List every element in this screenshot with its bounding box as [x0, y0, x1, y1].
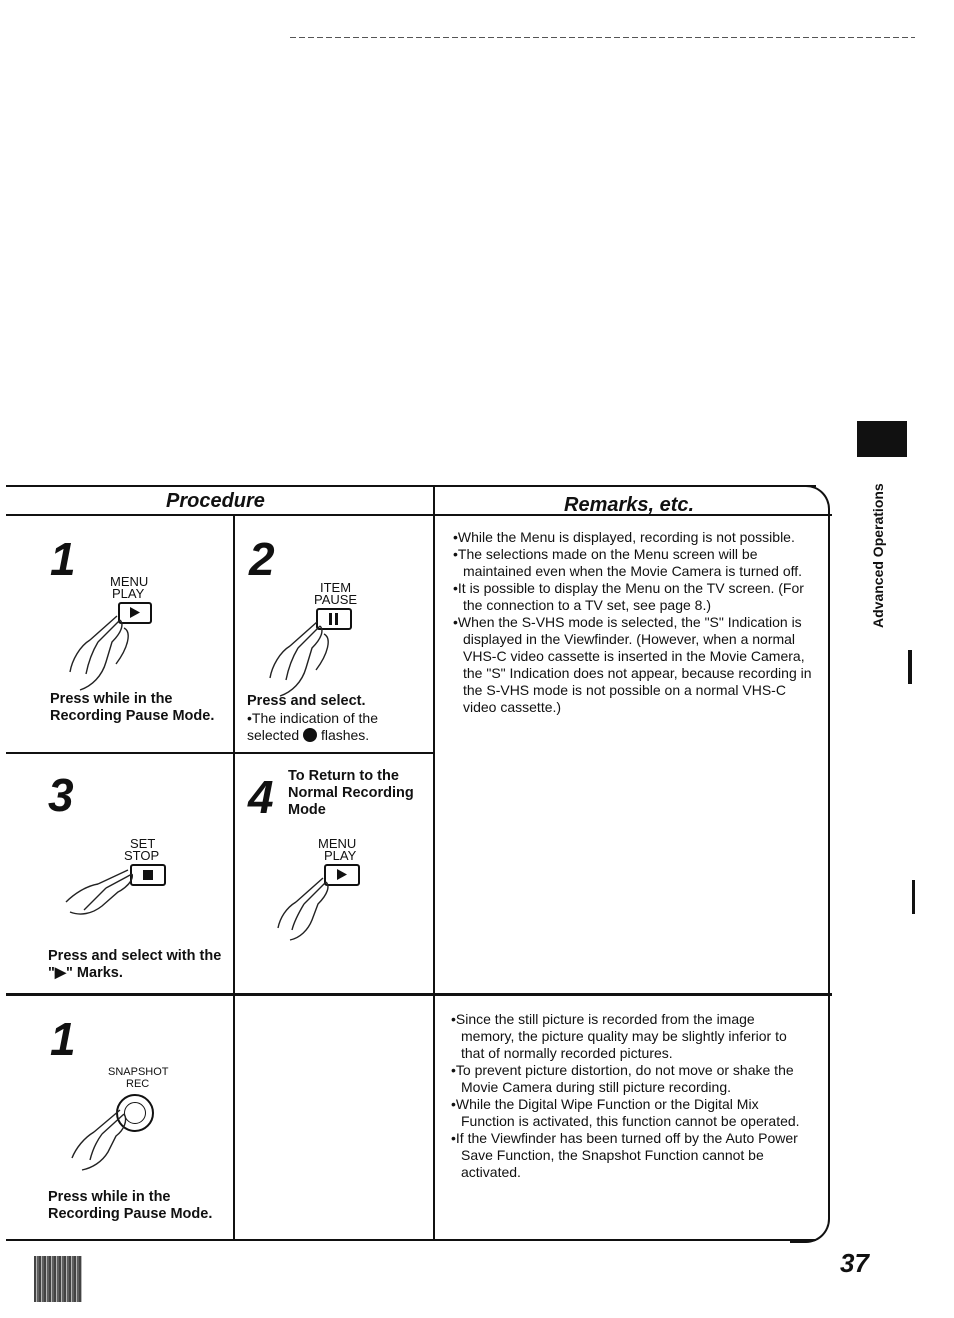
remark-item: •When the S-VHS mode is selected, the "S" Indication is displayed in the Viewfinder. (However, when a normal VHS-C video cassette is inserted in the Movie Camera, the "S" Indication does not appear, because recording in the S-VHS mode is not possible on a normal VHS-C video cassette.) [453, 614, 812, 715]
remarks-list [453, 529, 813, 716]
button-label-bottom: PLAY [112, 586, 145, 601]
step-caption: Press and select. [247, 693, 366, 709]
section-divider [6, 993, 832, 996]
scan-corner-mark [34, 1256, 82, 1302]
step-number: 2 [249, 533, 275, 585]
pressing-hand-icon [62, 866, 172, 920]
remarks-header: Remarks, etc. [564, 494, 695, 516]
remark-item: •Since the still picture is recorded from the image memory, the picture quality may be slightly inferior to that of normally recorded pictures. [451, 1011, 787, 1061]
table-bottom-border [6, 1239, 816, 1241]
button-label-top: MENU [318, 836, 357, 851]
column-divider [233, 996, 235, 1240]
margin-mark [908, 650, 912, 684]
step-note [247, 710, 427, 744]
note-text: flashes. [320, 727, 370, 743]
step-number: 1 [50, 1013, 76, 1065]
button-label-bottom: PAUSE [314, 592, 358, 607]
step-caption: Press while in the Recording Pause Mode. [50, 691, 215, 724]
set-stop-button-illustration [62, 836, 182, 920]
button-label-bottom: PLAY [324, 848, 357, 863]
button-label-bottom: REC [126, 1078, 150, 1090]
margin-mark [912, 880, 915, 914]
page-number: 37 [840, 1248, 869, 1278]
remarks-list [451, 1011, 811, 1181]
item-pause-button-illustration [262, 582, 382, 700]
remark-item: •It is possible to display the Menu on the TV screen. (For the connection to a TV set, see page 8.) [453, 580, 804, 613]
header-divider [6, 514, 832, 516]
section-tab-marker [857, 421, 907, 457]
pressing-hand-icon [262, 608, 362, 700]
pressing-hand-icon [268, 864, 368, 944]
step-caption: Press while in the Recording Pause Mode. [48, 1189, 213, 1222]
note-text: •The indication of the selected [247, 710, 378, 743]
numbered-circle-icon [303, 728, 317, 742]
step-number: 3 [48, 769, 74, 821]
remark-item: •While the Digital Wipe Function or the Digital Mix Function is activated, this function cannot be operated. [451, 1096, 800, 1129]
step-title: To Return to the Normal Recording Mode [288, 768, 414, 818]
button-label-top: ITEM [320, 580, 352, 595]
procedure-header: Procedure [166, 490, 265, 512]
remark-item: •While the Menu is displayed, recording is not possible. [453, 529, 795, 545]
menu-play-button-illustration [262, 836, 382, 946]
step-number: 1 [50, 533, 76, 585]
menu-play-button-illustration [62, 574, 182, 694]
sidebar-section-label: Advanced Operations [870, 483, 886, 628]
remark-item: •To prevent picture distortion, do not move or shake the Movie Camera during still picture recording. [451, 1062, 794, 1095]
button-label-top: SNAPSHOT [108, 1066, 169, 1078]
button-label-top: MENU [110, 574, 149, 589]
step-caption: Press and select with the "▶" Marks. [48, 948, 222, 981]
pressing-hand-icon [62, 602, 162, 694]
pressing-hand-icon [62, 1100, 162, 1174]
remark-item: •If the Viewfinder has been turned off by the Auto Power Save Function, the Snapshot Function cannot be activated. [451, 1130, 798, 1180]
button-label-top: SET [130, 836, 156, 851]
section-divider [6, 752, 434, 754]
snapshot-rec-button-illustration [62, 1064, 182, 1174]
column-divider [233, 514, 235, 994]
remark-item: •The selections made on the Menu screen will be maintained even when the Movie Camera is turned off. [453, 546, 803, 579]
scan-top-line [290, 37, 915, 38]
table-top-border [6, 485, 816, 487]
column-divider [433, 487, 435, 1239]
step-number: 4 [248, 771, 274, 823]
button-label-bottom: STOP [124, 848, 160, 863]
